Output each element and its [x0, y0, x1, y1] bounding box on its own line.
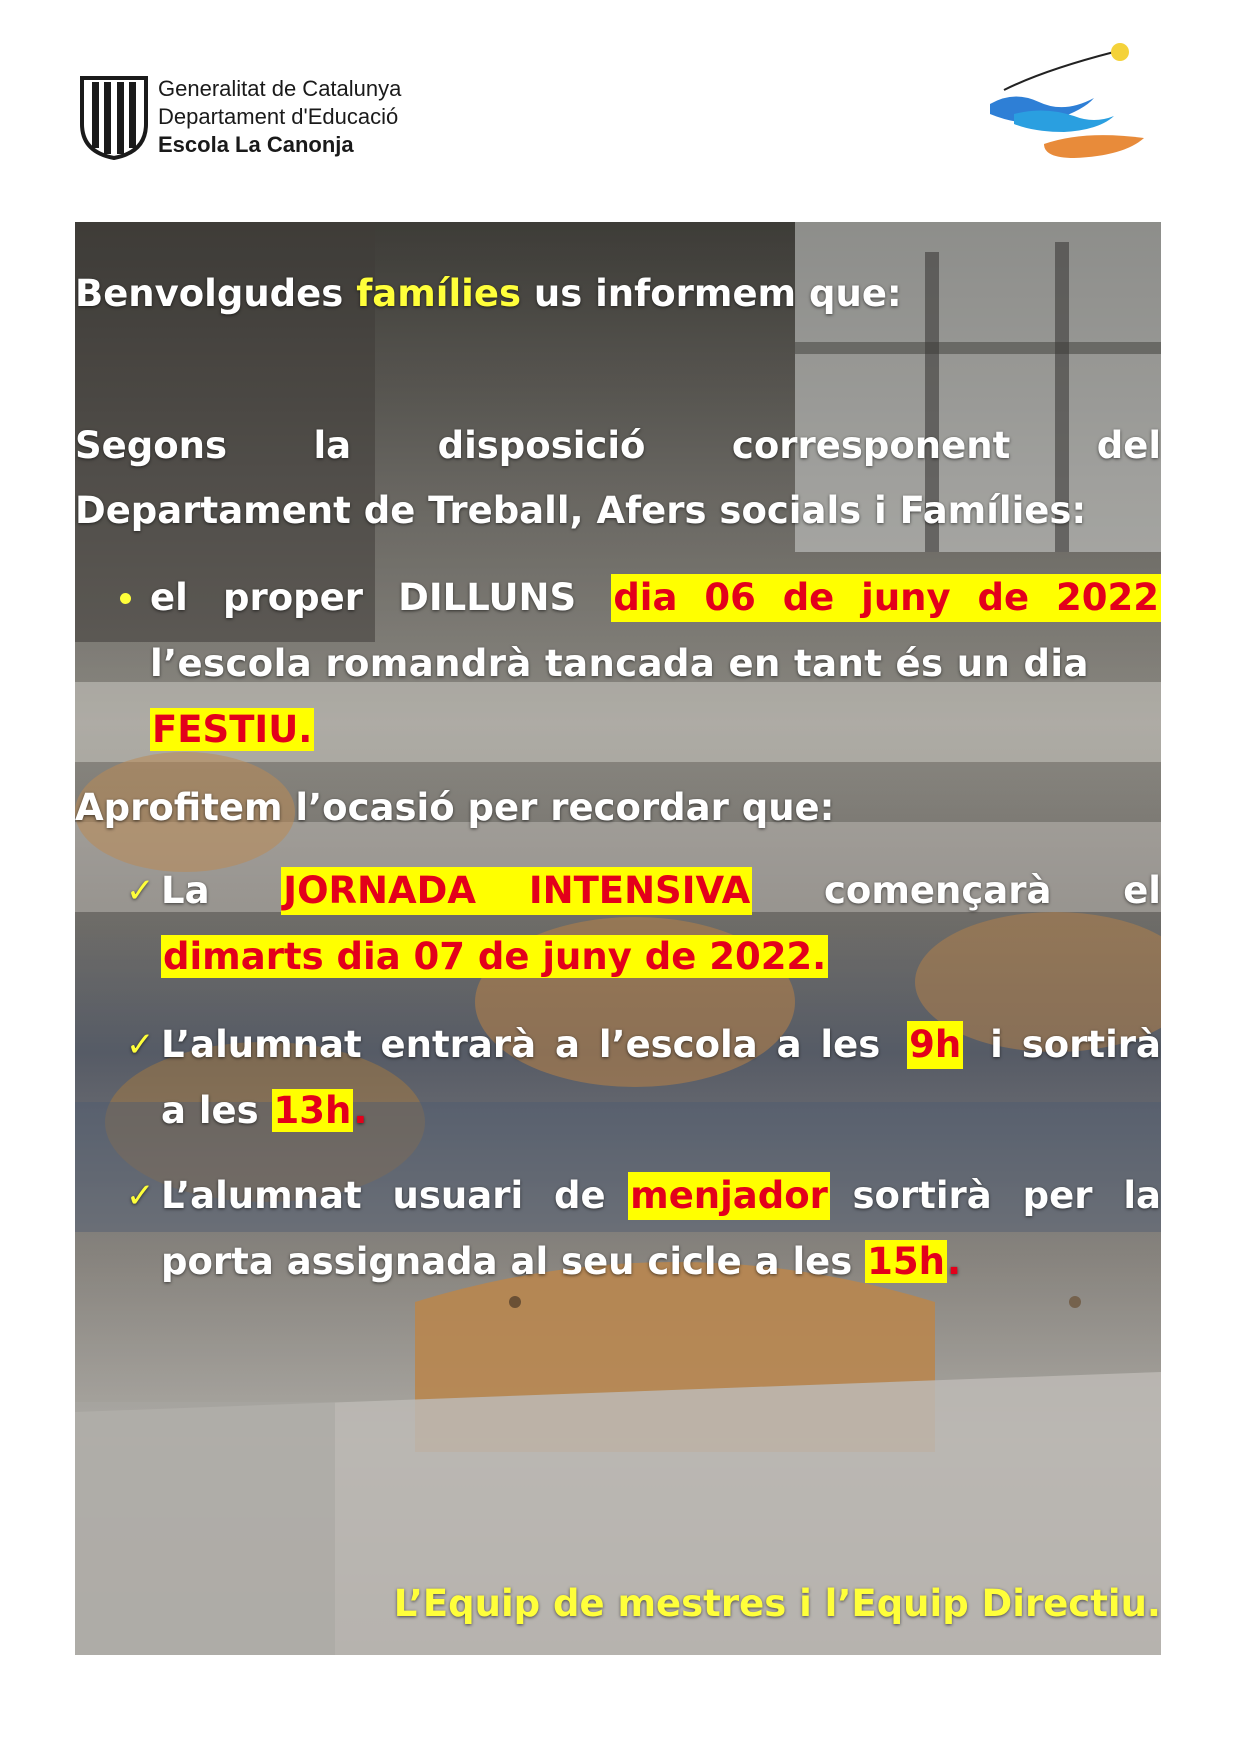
disposition-word: disposició — [437, 424, 646, 467]
greeting-post: us informem que: — [533, 272, 902, 315]
generalitat-seal-icon — [78, 74, 150, 160]
holiday-word: proper — [222, 576, 363, 619]
greeting-pre: Benvolgudes — [75, 272, 344, 315]
item1-line1 — [161, 867, 1161, 915]
item3-line2 — [161, 1238, 961, 1286]
item1-word: La — [161, 869, 210, 912]
item2-end: . — [353, 1089, 368, 1132]
item2-time-start: 9h — [907, 1021, 963, 1069]
item3-time: 15h — [867, 1240, 945, 1283]
disposition-word: la — [313, 424, 352, 467]
item3-text-2: porta assignada al seu cicle a les — [161, 1240, 853, 1283]
item1-line2 — [161, 933, 828, 981]
item2-time-end: 13h — [273, 1089, 352, 1132]
generalitat-logo — [78, 74, 401, 160]
item3-post: sortirà per la — [852, 1174, 1161, 1217]
holiday-line2: l’escola romandrà tancada en tant és un dia — [150, 642, 1089, 685]
item2-line2 — [161, 1087, 367, 1135]
item2-pre: a les — [161, 1089, 259, 1132]
item3-highlight: menjador — [628, 1172, 830, 1220]
checkmark-icon: ✓ — [126, 1176, 155, 1216]
holiday-word: el — [150, 576, 188, 619]
item2-text: L’alumnat entrarà a l’escola a les — [161, 1023, 881, 1066]
item3-line1 — [161, 1172, 1161, 1220]
item1-highlight: JORNADA INTENSIVA — [281, 867, 752, 915]
item3-end: . — [946, 1240, 962, 1283]
holiday-tag: FESTIU. — [152, 708, 313, 751]
greeting-highlight: famílies — [356, 272, 521, 315]
disposition-word: del — [1096, 424, 1161, 467]
signature: L’Equip de mestres i l’Equip Directiu. — [393, 1582, 1161, 1625]
greeting — [75, 270, 902, 318]
item2-mid: i sortirà — [990, 1023, 1161, 1066]
department-name: Departament d'Educació — [158, 104, 399, 129]
holiday-date: dia 06 de juny de 2022 — [611, 574, 1161, 622]
disposition-word: corresponent — [731, 424, 1011, 467]
disposition-line2: Departament de Treball, Afers socials i Famílies: — [75, 489, 1087, 532]
checkmark-icon: ✓ — [126, 871, 155, 911]
notice-poster — [75, 222, 1161, 1655]
holiday-tag-line — [150, 706, 314, 754]
item2-line1 — [161, 1021, 1161, 1069]
item3-text: L’alumnat usuari de — [161, 1174, 606, 1217]
item1-date: dimarts dia 07 de juny de 2022. — [163, 935, 827, 978]
holiday-line1 — [150, 574, 1161, 622]
item1-word: començarà — [823, 869, 1052, 912]
school-name: Escola La Canonja — [158, 132, 354, 157]
item1-word: el — [1123, 869, 1161, 912]
checkmark-icon: ✓ — [126, 1025, 155, 1065]
bullet-icon — [120, 593, 131, 604]
disposition-word: Segons — [75, 424, 228, 467]
disposition-line1 — [75, 422, 1161, 470]
reminder-intro: Aprofitem l’ocasió per recordar que: — [75, 786, 835, 829]
gov-name: Generalitat de Catalunya — [158, 76, 402, 101]
holiday-word: DILLUNS — [398, 576, 577, 619]
school-logo-icon — [984, 40, 1154, 165]
